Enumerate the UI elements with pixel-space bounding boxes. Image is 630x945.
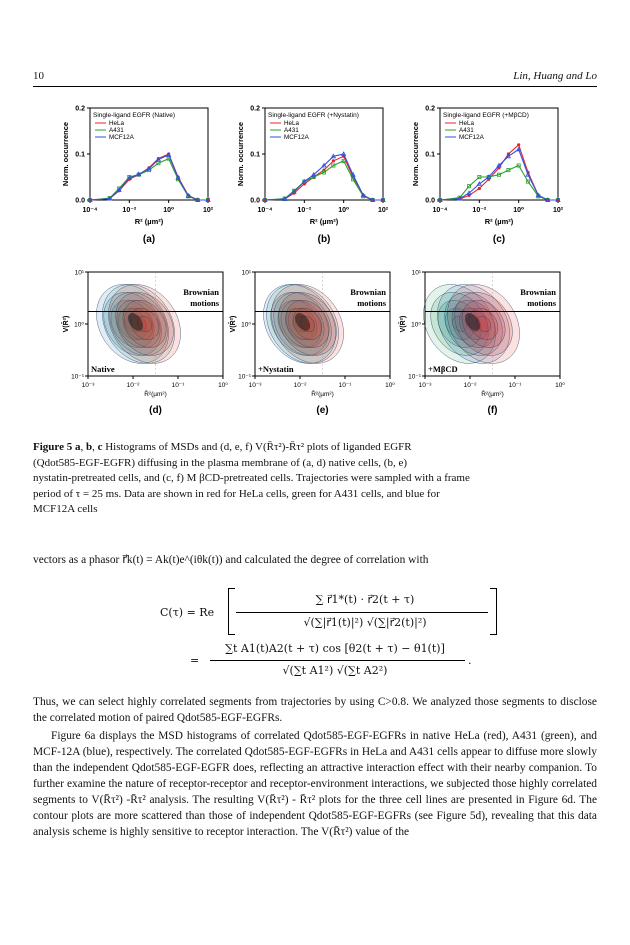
x-tick-label: 10⁰ <box>163 207 175 214</box>
x-axis-label: R² (µm²) <box>484 217 514 226</box>
y-tick-label: 0.0 <box>425 197 435 205</box>
x-tick-label: 10⁻¹ <box>171 382 185 389</box>
legend-entry: MCF12A <box>284 134 309 141</box>
running-authors: Lin, Huang and Lo <box>513 70 597 82</box>
y-tick-label: 0.2 <box>425 105 435 113</box>
panel-letter: (c) <box>492 234 506 245</box>
eq-lhs: C(τ) = Re <box>160 606 215 619</box>
annotation: motions <box>357 298 386 308</box>
x-tick-label: 10⁻¹ <box>338 382 352 389</box>
legend-entry: MCF12A <box>109 134 134 141</box>
condition-label: +Nystatin <box>258 364 294 374</box>
panel-title: Single-ligand EGFR (Native) <box>93 112 176 119</box>
x-tick-label: 10⁻² <box>122 207 137 214</box>
eq-num2: ∑t A1(t)A2(t + τ) cos [θ2(t + τ) − θ1(t)] <box>225 642 445 655</box>
x-tick-label: 10⁻² <box>293 382 307 389</box>
histogram-panel-b <box>236 106 389 246</box>
y-tick-label: 10⁰ <box>241 321 251 329</box>
data-point <box>478 187 481 190</box>
y-tick-label: 0.2 <box>75 105 85 113</box>
x-tick-label: 10⁰ <box>385 382 395 389</box>
contour-panel-e <box>228 270 395 417</box>
eq-num1: ∑ r⃗1*(t) · r⃗2(t + τ) <box>315 593 415 606</box>
y-tick-label: 10⁻¹ <box>238 373 251 381</box>
x-tick-label: 10⁰ <box>338 207 350 214</box>
y-tick-label: 0.0 <box>75 197 85 205</box>
contour-panel-f <box>398 270 565 417</box>
caption-line5: MCF12A cells <box>33 503 98 515</box>
y-tick-label: 10⁰ <box>74 321 84 329</box>
data-point <box>332 159 335 162</box>
paragraph-1: Thus, we can select highly correlated segments from trajectories by using C>0.8. We analyzed those segments to disclose the correlated motion of paired Qdot585-EGF-EGFRs. <box>33 696 597 724</box>
series-line-hela <box>90 154 208 200</box>
x-tick-label: 10⁰ <box>218 382 228 389</box>
histogram-panel-a <box>61 106 214 246</box>
condition-label: Native <box>91 364 115 374</box>
x-axis-label: R̄²(µm²) <box>481 391 504 398</box>
x-tick-label: 10⁻² <box>463 382 477 389</box>
figure-caption: Figure 5 a, b, c Histograms of MSDs and (d, e, f) V(R̄τ²)-R̄τ² plots of liganded EGFR (Qdot585-EGF-EGFR) diffusing in the plasma membrane of (a, d) native cells, (b, e) nystatin-pretreated cells, and (c, f) M βCD-pretreated cells. Trajectories were sampled with a frame period of τ = 25 ms. Data are shown in red for HeLa cells, green for A431 cells, and blue for MCF12A cells <box>33 440 593 518</box>
y-tick-label: 0.0 <box>250 197 260 205</box>
condition-label: +MβCD <box>428 364 458 374</box>
x-axis-label: R̄²(µm²) <box>144 391 167 398</box>
panel-title: Single-ligand EGFR (+MβCD) <box>443 112 529 119</box>
x-tick-label: 10² <box>202 207 214 214</box>
panel-letter: (a) <box>142 234 156 245</box>
caption-line3: nystatin-pretreated cells, and (c, f) M βCD-pretreated cells. Trajectories were sampled with a frame <box>33 472 470 484</box>
x-tick-label: 10² <box>552 207 564 214</box>
y-axis-label: Norm. occurrence <box>236 121 245 187</box>
eq-den1: √(∑|r⃗1(t)|²) √(∑|r⃗2(t)|²) <box>303 616 427 629</box>
y-tick-label: 10¹ <box>411 269 421 277</box>
y-tick-label: 10⁻¹ <box>71 373 84 381</box>
x-tick-label: 10⁻³ <box>81 382 95 389</box>
x-tick-label: 10⁻⁴ <box>432 207 448 214</box>
x-tick-label: 10⁻³ <box>418 382 432 389</box>
panel-letter: (f) <box>487 405 498 416</box>
plot-frame <box>265 108 383 200</box>
legend-entry: HeLa <box>459 120 475 127</box>
x-tick-label: 10⁻³ <box>248 382 262 389</box>
legend-entry: A431 <box>284 127 299 134</box>
body-intro: vectors as a phasor r⃗k(t) = Ak(t)e^(iθk(t)) and calculated the degree of correlation with <box>33 554 429 566</box>
y-axis-label: Norm. occurrence <box>61 121 70 187</box>
x-tick-label: 10⁻² <box>126 382 140 389</box>
annotation: Brownian <box>183 287 219 297</box>
x-tick-label: 10⁻⁴ <box>82 207 98 214</box>
legend-entry: HeLa <box>109 120 125 127</box>
legend-entry: A431 <box>459 127 474 134</box>
eq-den2: √(∑t A1²) √(∑t A2²) <box>282 664 388 677</box>
legend-entry: HeLa <box>284 120 300 127</box>
x-tick-label: 10² <box>377 207 389 214</box>
x-tick-label: 10⁻² <box>472 207 487 214</box>
y-axis-label: V(R̄²) <box>230 315 237 333</box>
y-tick-label: 0.1 <box>250 151 260 159</box>
x-tick-label: 10⁰ <box>513 207 525 214</box>
y-tick-label: 0.2 <box>250 105 260 113</box>
x-tick-label: 10⁻⁴ <box>257 207 273 214</box>
y-tick-label: 0.1 <box>75 151 85 159</box>
y-tick-label: 10⁰ <box>411 321 421 329</box>
y-axis-label: V(R̄²) <box>400 315 407 333</box>
x-axis-label: R̄²(µm²) <box>311 391 334 398</box>
histogram-panel-c <box>411 106 564 246</box>
legend-entry: MCF12A <box>459 134 484 141</box>
series-line-hela <box>440 145 558 200</box>
annotation: Brownian <box>520 287 556 297</box>
y-tick-label: 0.1 <box>425 151 435 159</box>
caption-line2: (Qdot585-EGF-EGFR) diffusing in the plasma membrane of (a, d) native cells, (b, e) <box>33 456 408 469</box>
annotation: motions <box>190 298 219 308</box>
annotation: motions <box>527 298 556 308</box>
y-axis-label: Norm. occurrence <box>411 121 420 187</box>
x-tick-label: 10⁻¹ <box>508 382 522 389</box>
panel-letter: (d) <box>149 405 162 416</box>
figure-5 <box>0 0 630 440</box>
panel-title: Single-ligand EGFR (+Nystatin) <box>268 112 359 119</box>
series-line-a431 <box>90 159 208 200</box>
caption-line1: Histograms of MSDs and (d, e, f) V(R̄τ²)-R̄τ² plots of liganded EGFR <box>102 441 412 453</box>
annotation: Brownian <box>350 287 386 297</box>
panel-letter: (e) <box>316 405 329 416</box>
y-tick-label: 10⁻¹ <box>408 373 421 381</box>
data-point <box>517 143 520 146</box>
paragraph-2: Figure 6a displays the MSD histograms of correlated Qdot585-EGF-EGFRs in native HeLa (red), A431 (green), and MCF-12A (blue), respectively. The correlated Qdot585-EGF-EGFRs in HeLa and A431 cells appear to diffuse more slowly than the independent Qdot585-EGF-EGFR does, reflecting an attractive interaction effect with their nearby companion. To further examine the nature of receptor-receptor and receptor-environment interactions, we subjected those highly correlated segments to V(R̄τ²) -R̄τ² analysis. The resulting V(R̄τ²) - R̄τ² plots for the three cell lines are presented in Figure 6d. The contour plots are more scattered than those of independent Qdot585-EGF-EGFRs (see Figure 5d), revealing that this data analysis scheme is highly sensitive to receptor interaction. The V(R̄τ²) value of the <box>33 730 597 838</box>
y-axis-label: V(R̄²) <box>63 315 70 333</box>
contour-panel-d <box>61 270 228 417</box>
y-tick-label: 10¹ <box>74 269 84 277</box>
y-tick-label: 10¹ <box>241 269 251 277</box>
series-line-mcf12a <box>90 155 208 200</box>
x-tick-label: 10⁰ <box>555 382 565 389</box>
plot-frame <box>440 108 558 200</box>
x-axis-label: R² (µm²) <box>309 217 339 226</box>
caption-label: Figure 5 <box>33 441 73 453</box>
x-tick-label: 10⁻² <box>297 207 312 214</box>
series-line-mcf12a <box>265 154 383 200</box>
plot-frame <box>90 108 208 200</box>
panel-letter: (b) <box>317 234 331 245</box>
caption-line4: period of τ = 25 ms. Data are shown in red for HeLa cells, green for A431 cells, and blue for <box>33 487 440 500</box>
page-number: 10 <box>33 70 44 82</box>
legend-entry: A431 <box>109 127 124 134</box>
x-axis-label: R² (µm²) <box>134 217 164 226</box>
